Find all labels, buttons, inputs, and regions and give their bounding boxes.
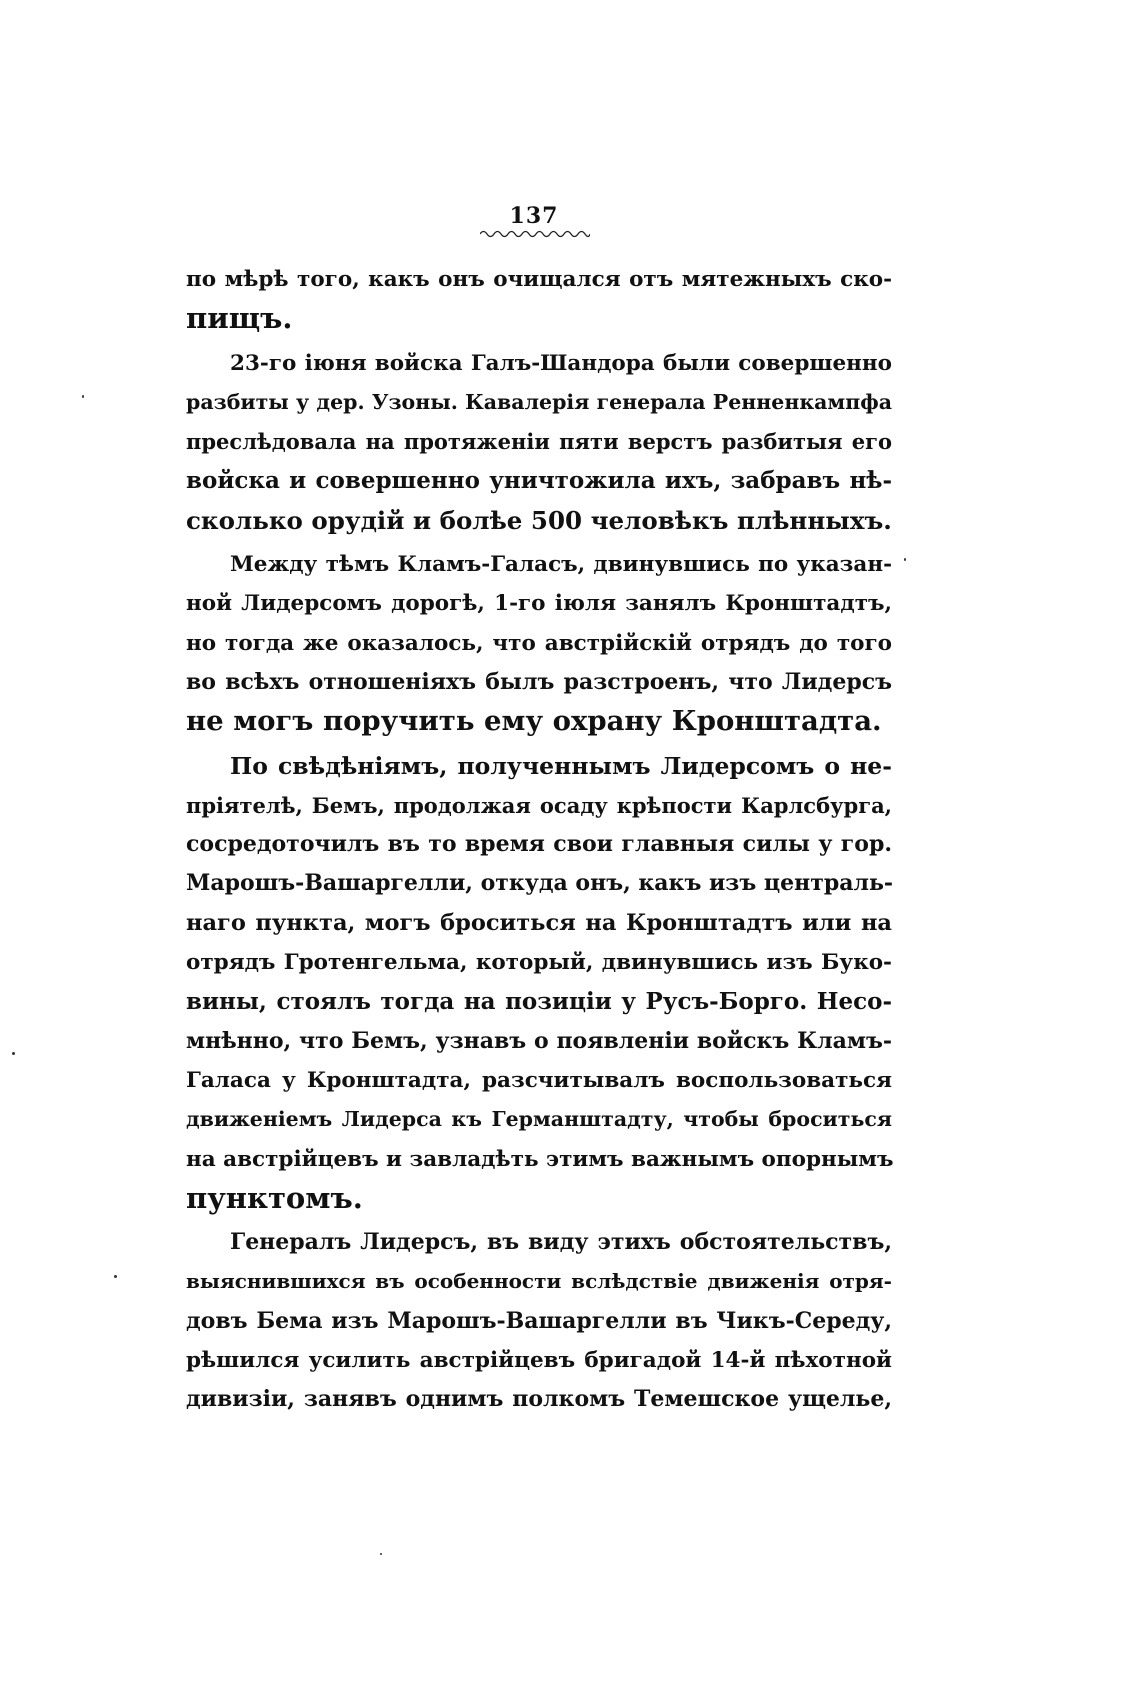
- body-text: [186, 260, 892, 1420]
- text-line: вины, стоялъ тогда на позиціи у Русъ-Борго. Несо-: [186, 988, 892, 1016]
- text-line: ной Лидерсомъ дорогѣ, 1-го іюля занялъ Кронштадтъ,: [186, 591, 892, 617]
- text-line: пищъ.: [186, 301, 293, 336]
- text-line: По свѣдѣніямъ, полученнымъ Лидерсомъ о не-: [230, 751, 892, 780]
- scan-speck: [380, 1553, 382, 1555]
- text-line: мнѣнно, что Бемъ, узнавъ о появленіи войскъ Кламъ-: [186, 1027, 892, 1054]
- text-line: рѣшился усилить австрійцевъ бригадой 14-й пѣхотной: [186, 1348, 892, 1374]
- text-line: войска и совершенно уничтожила ихъ, забравъ нѣ-: [186, 467, 892, 495]
- text-line: 23-го іюня войска Галъ-Шандора были совершенно: [230, 350, 892, 376]
- scan-speck: [114, 1275, 117, 1278]
- wavy-rule-ornament: [480, 228, 590, 238]
- text-line: во всѣхъ отношеніяхъ былъ разстроенъ, что Лидерсъ: [186, 668, 892, 695]
- text-line: сколько орудій и болѣе 500 человѣкъ плѣнныхъ.: [186, 505, 892, 535]
- text-line: разбиты у дер. Узоны. Кавалерія генерала Ренненкампфа: [186, 389, 892, 414]
- text-line: движеніемъ Лидерса къ Германштадту, чтобы броситься: [186, 1107, 892, 1132]
- text-line: выяснившихся въ особенности вслѣдствіе движенія отря-: [186, 1269, 892, 1294]
- text-line: дивизіи, занявъ однимъ полкомъ Темешское ущелье,: [186, 1386, 892, 1413]
- text-line: наго пункта, могъ броситься на Кронштадтъ или на: [186, 909, 892, 936]
- text-line: Марошъ-Вашаргелли, откуда онъ, какъ изъ централь-: [186, 870, 894, 897]
- text-line: пунктомъ.: [186, 1180, 363, 1215]
- text-line: по мѣрѣ того, какъ онъ очищался отъ мятежныхъ ско-: [186, 267, 892, 292]
- text-line: но тогда же оказалось, что австрійскій отрядъ до того: [186, 630, 892, 656]
- scan-speck: [12, 1052, 15, 1055]
- text-line: преслѣдовала на протяженіи пяти верстъ разбитыя его: [186, 429, 892, 455]
- text-line: не могъ поручить ему охрану Кронштадта.: [186, 705, 882, 738]
- text-line: отрядъ Гротенгельма, который, двинувшись изъ Буко-: [186, 950, 892, 976]
- scan-speck: [82, 395, 84, 398]
- text-line: довъ Бема изъ Марошъ-Вашаргелли въ Чикъ-Середу,: [186, 1307, 892, 1334]
- text-line: Галаса у Кронштадта, разсчитывалъ воспользоваться: [186, 1067, 892, 1093]
- text-line: Между тѣмъ Кламъ-Галасъ, двинувшись по указан-: [230, 552, 892, 578]
- text-line: на австрійцевъ и завладѣть этимъ важнымъ опорнымъ: [186, 1146, 894, 1172]
- text-line: сосредоточилъ въ то время свои главныя силы у гор.: [186, 831, 892, 858]
- scan-speck: [904, 558, 906, 561]
- text-line: пріятелѣ, Бемъ, продолжая осаду крѣпости Карлсбурга,: [186, 792, 892, 818]
- page-number: 137: [509, 203, 559, 229]
- text-line: Генералъ Лидерсъ, въ виду этихъ обстоятельствъ,: [230, 1229, 892, 1256]
